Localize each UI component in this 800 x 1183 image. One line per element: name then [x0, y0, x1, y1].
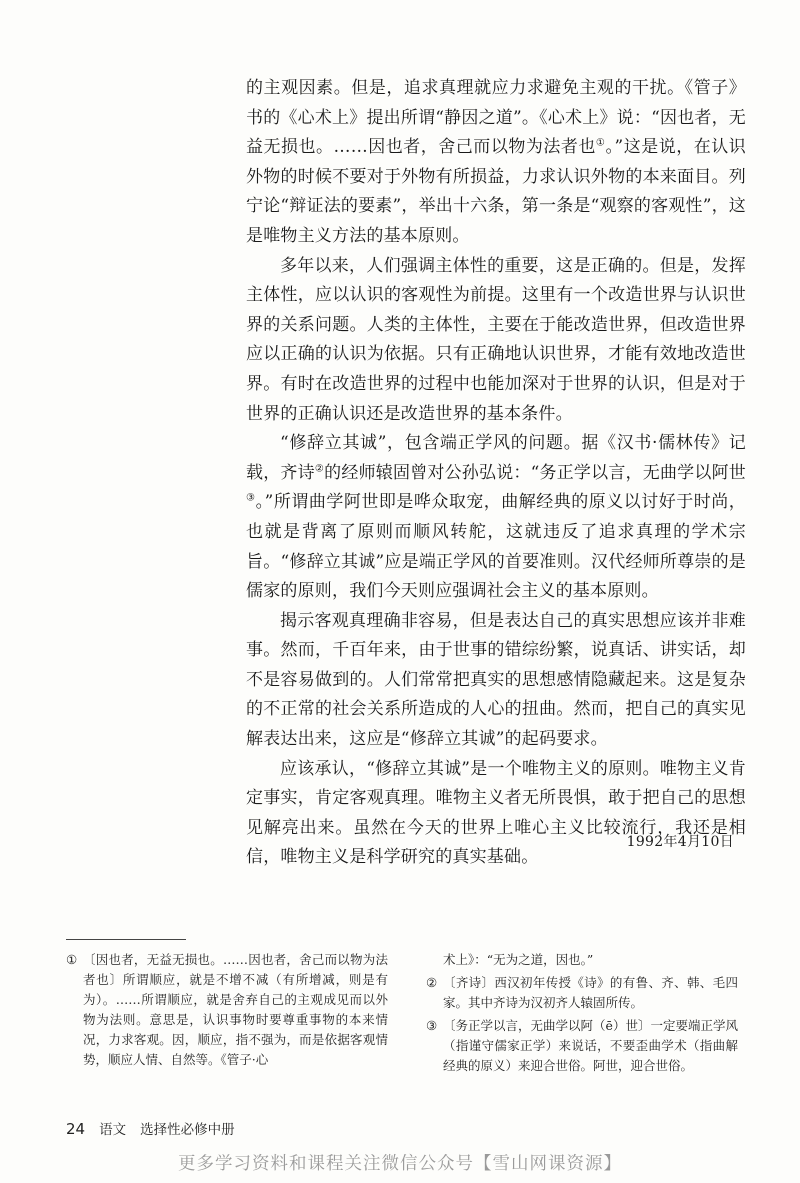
footnote-1-text: 〔因也者，无益无损也。……因也者，舍己而以物为法者也〕所谓顺应，就是不增不减（有所增减，则是有为）。……所谓顺应，就是舍弃自己的主观成见而以外物为法则。意思是，认识事物时要尊重事物的本来情况，力求客观。因，顺应，指不强为，而是依据客观情势，顺应人情、自然等。《管子·心	[83, 952, 388, 1067]
footnote-2-text: 〔齐诗〕西汉初年传授《诗》的有鲁、齐、韩、毛四家。其中齐诗为汉初齐人辕固所传。	[443, 975, 738, 1010]
footnote-2-number: ②	[426, 975, 438, 990]
footnote-ref-3[interactable]: ③	[246, 492, 256, 504]
footnote-1-continued: 术上》：“无为之道，因也。”	[443, 952, 594, 967]
paragraph-4: 揭示客观真理确非容易，但是表达自己的真实思想应该并非难事。然而，千百年来，由于世事的错综纷繁，说真话、讲实话，却不是容易做到的。人们常常把真实的思想感情隐藏起来。这是复杂的不正常的社会关系所造成的人心的扭曲。然而，把自己的真实见解表达出来，这应是“修辞立其诚”的起码要求。	[246, 610, 746, 750]
paragraph-3	[246, 429, 746, 607]
paragraph-3-part-b: 的经师辕固曾对公孙弘说：“务正学以言，无曲学以阿世	[324, 462, 746, 483]
page-number: 24	[66, 1120, 86, 1138]
paragraph-3-part-c: 。”所谓曲学阿世即是哗众取宠，曲解经典的原义以讨好于时尚，也就是背离了原则而顺风转舵，这就违反了追求真理的学术宗旨。“修辞立其诚”应是端正学风的首要准则。汉代经师所尊崇的是儒家的原则，我们今天则应强调社会主义的基本原则。	[246, 492, 746, 602]
paragraph-1-part-a: 的主观因素。但是，追求真理就应力求避免主观的干扰。《管子》书的《心术上》提出所谓“静因之道”。《心术上》说：“因也者，无益无损也。……因也者，舍己而以物为法者也	[246, 78, 746, 158]
main-text	[246, 74, 746, 873]
paragraph-1	[246, 74, 746, 252]
footnote-ref-2[interactable]: ②	[314, 463, 325, 475]
footnote-1	[66, 950, 388, 1070]
footnote-3-text: 〔务正学以言，无曲学以阿（ē）世〕一定要端正学风（指谨守儒家正学）来说话，不要歪曲学术（指曲解经典的原义）来迎合世俗。阿世，迎合世俗。	[443, 1018, 738, 1073]
paragraph-3-part-a: “修辞立其诚”，包含端正学风的问题。据《汉书·儒林传》记载，齐诗	[246, 433, 746, 483]
paragraph-1-part-b: 。”这是说，在认识外物的时候不要对于外物有所损益，力求认识外物的本来面目。列宁论“辩证法的要素”，举出十六条，第一条是“观察的客观性”，这是唯物主义方法的基本原则。	[246, 137, 746, 246]
footnote-divider	[66, 939, 186, 940]
essay-date: 1992年4月10日	[626, 834, 734, 850]
subject-label: 语文	[99, 1122, 127, 1138]
footnotes-left-column	[66, 950, 388, 1073]
paragraph-2: 多年以来，人们强调主体性的重要，这是正确的。但是，发挥主体性，应以认识的客观性为前提。这里有一个改造世界与认识世界的关系问题。人类的主体性，主要在于能改造世界，但改造世界应以正确的认识为依据。只有正确地认识世界，才能有效地改造世界。有时在改造世界的过程中也能加深对于世界的认识，但是对于世界的正确认识还是改造世界的基本条件。	[246, 255, 746, 424]
footnotes-right-column	[426, 950, 738, 1079]
footnote-2	[426, 973, 738, 1013]
book-title: 选择性必修中册	[140, 1122, 235, 1138]
page-footer	[66, 1118, 235, 1138]
footnote-1-number: ①	[66, 952, 78, 967]
paragraph-5: 应该承认，“修辞立其诚”是一个唯物主义的原则。唯物主义肯定事实，肯定客观真理。唯物主义者无所畏惧，敢于把自己的思想见解亮出来。虽然在今天的世界上唯心主义比较流行，我还是相信，唯物主义是科学研究的真实基础。	[246, 758, 746, 868]
watermark-text: 更多学习资料和课程关注微信公众号【雪山网课资源】	[178, 1154, 622, 1174]
footnote-3-number: ③	[426, 1018, 438, 1033]
footnote-ref-1[interactable]: ①	[595, 137, 606, 149]
footnote-3	[426, 1016, 738, 1076]
